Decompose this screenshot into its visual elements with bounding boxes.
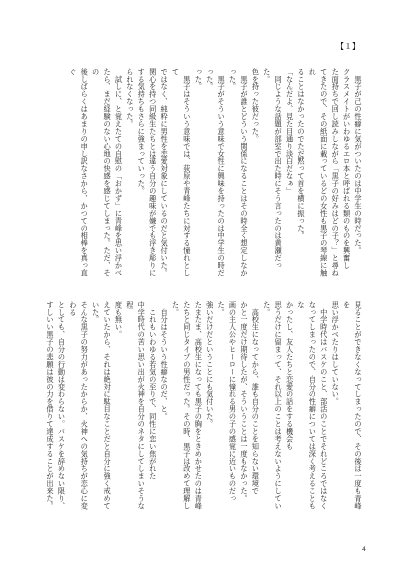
- text-line: えていたから、それは絶対に駄目なことだと自分に強く戒めていた。: [91, 301, 113, 510]
- text-line: 関心を持つ同級生たちとは違う自分の趣味が嫌でも浮き彫りに: [148, 68, 158, 277]
- text-line: する気持ちもさらに強まっていった。: [137, 68, 147, 195]
- text-block-bottom: [46, 301, 364, 515]
- text-line: クラスメイトがいわゆるエロ本と呼ばれる類のものを興奮し: [342, 68, 352, 270]
- text-line: なってしまったので、自分の性癖については深く考えることもな: [296, 301, 318, 510]
- text-line: 黒子がそういう意味で女性に興味を持ったのは中学生の時だった。: [205, 68, 227, 277]
- page-number: 4: [361, 545, 366, 553]
- text-line: 同じような話題が部室で出た時にそう言ったのは黄瀬だった。: [262, 68, 284, 270]
- text-line: 中学時代の苦い思い出が火神を自分のネタにしてしまいそうな程: [125, 301, 147, 510]
- text-line: 見ることができなくなってしまったので、その後は一度も青峰を: [342, 301, 363, 510]
- text-line: たちと同じタイプの男性だった。その時、黒子は改めて理解した。: [171, 301, 192, 510]
- text-line: られなくなった。: [125, 68, 135, 128]
- text-line: 後しばらくはあまりの申し訳なさから、かつての相棒を真っ直ぐ: [68, 68, 90, 277]
- text-line: かったし、友人たちと恋愛の話をする機会も: [285, 301, 295, 450]
- text-line: 思うだけに留まって、それ以上のことは考えないようにしていた。: [262, 301, 284, 510]
- text-line: 画の主人公やヒーローに憧れる男の子の感覚に近いものだった。: [217, 301, 238, 503]
- text-line: 色を持った彼だった。: [251, 68, 261, 143]
- text-line: これもいわゆる若気の至りで、同性に恋い焦がれた: [148, 301, 158, 480]
- text-line: 中学時代はバスケのこと、部活のことでそれどころではなく: [319, 301, 329, 510]
- text-line: 高校生になってから、誰も自分のことを知らない環境で: [251, 301, 261, 495]
- text-line: 黒子が誰とどういう関係になることはその時全く想定しなかった。: [228, 68, 249, 277]
- text-line: た面持ちで回し読みしながら「黒子の好みはどの子？」と尋ね: [331, 68, 341, 277]
- text-line: てきたので、その紙面に載っているどの女性も黒子の琴線に触れ: [308, 68, 329, 277]
- text-line: 黒子が己の性癖に気がついたのは中学生の時だった。: [354, 68, 363, 255]
- text-line: ることはなかったのでただ黙って首を横に振った。: [296, 68, 306, 240]
- text-line: ではなく、純粋に男性を恋愛対象にしているのだと気付いた。: [160, 68, 170, 277]
- text-line: 「なんだよ、見た目通り淡白だなぁ」: [285, 68, 295, 195]
- chapter-mark: 【１】: [336, 42, 360, 51]
- text-block-top: [46, 68, 364, 282]
- text-line: 度も無い。: [114, 301, 124, 339]
- text-line: たら、まだ経験のない心地の快感を感じてしまった。ただ、その: [91, 68, 113, 277]
- text-line: すしいい黒子の悲願は彼の力を借りて達成することが出来た。: [46, 301, 56, 510]
- text-line: そんな黒子の努力があったからか、火神への気持ちが恋心に変わる: [68, 301, 90, 510]
- text-line: 思い浮かべたりはしていない。: [331, 301, 341, 406]
- text-line: かと一度だけ期待したが、そういうことは一度もなかった。: [239, 301, 249, 503]
- text-line: 試しに、と覚えたての自慰の「おかず」に青峰を思い浮かべ: [114, 68, 124, 277]
- text-line: としても、自分の行動は変わらない。バスケを辞めない限り、: [57, 301, 67, 510]
- text-line: 強いだけだということにも気付いた。: [205, 301, 215, 428]
- text-line: った。: [194, 68, 204, 91]
- text-line: たまたま、高校生になっても黒子の胸をときめかせたのは青峰: [194, 301, 204, 510]
- text-line: 黒子はそういう意味では、荻原や青峰たちに対する憧れとして: [171, 68, 192, 277]
- text-line: 自分はそういう性癖なのだ、と。: [160, 301, 170, 421]
